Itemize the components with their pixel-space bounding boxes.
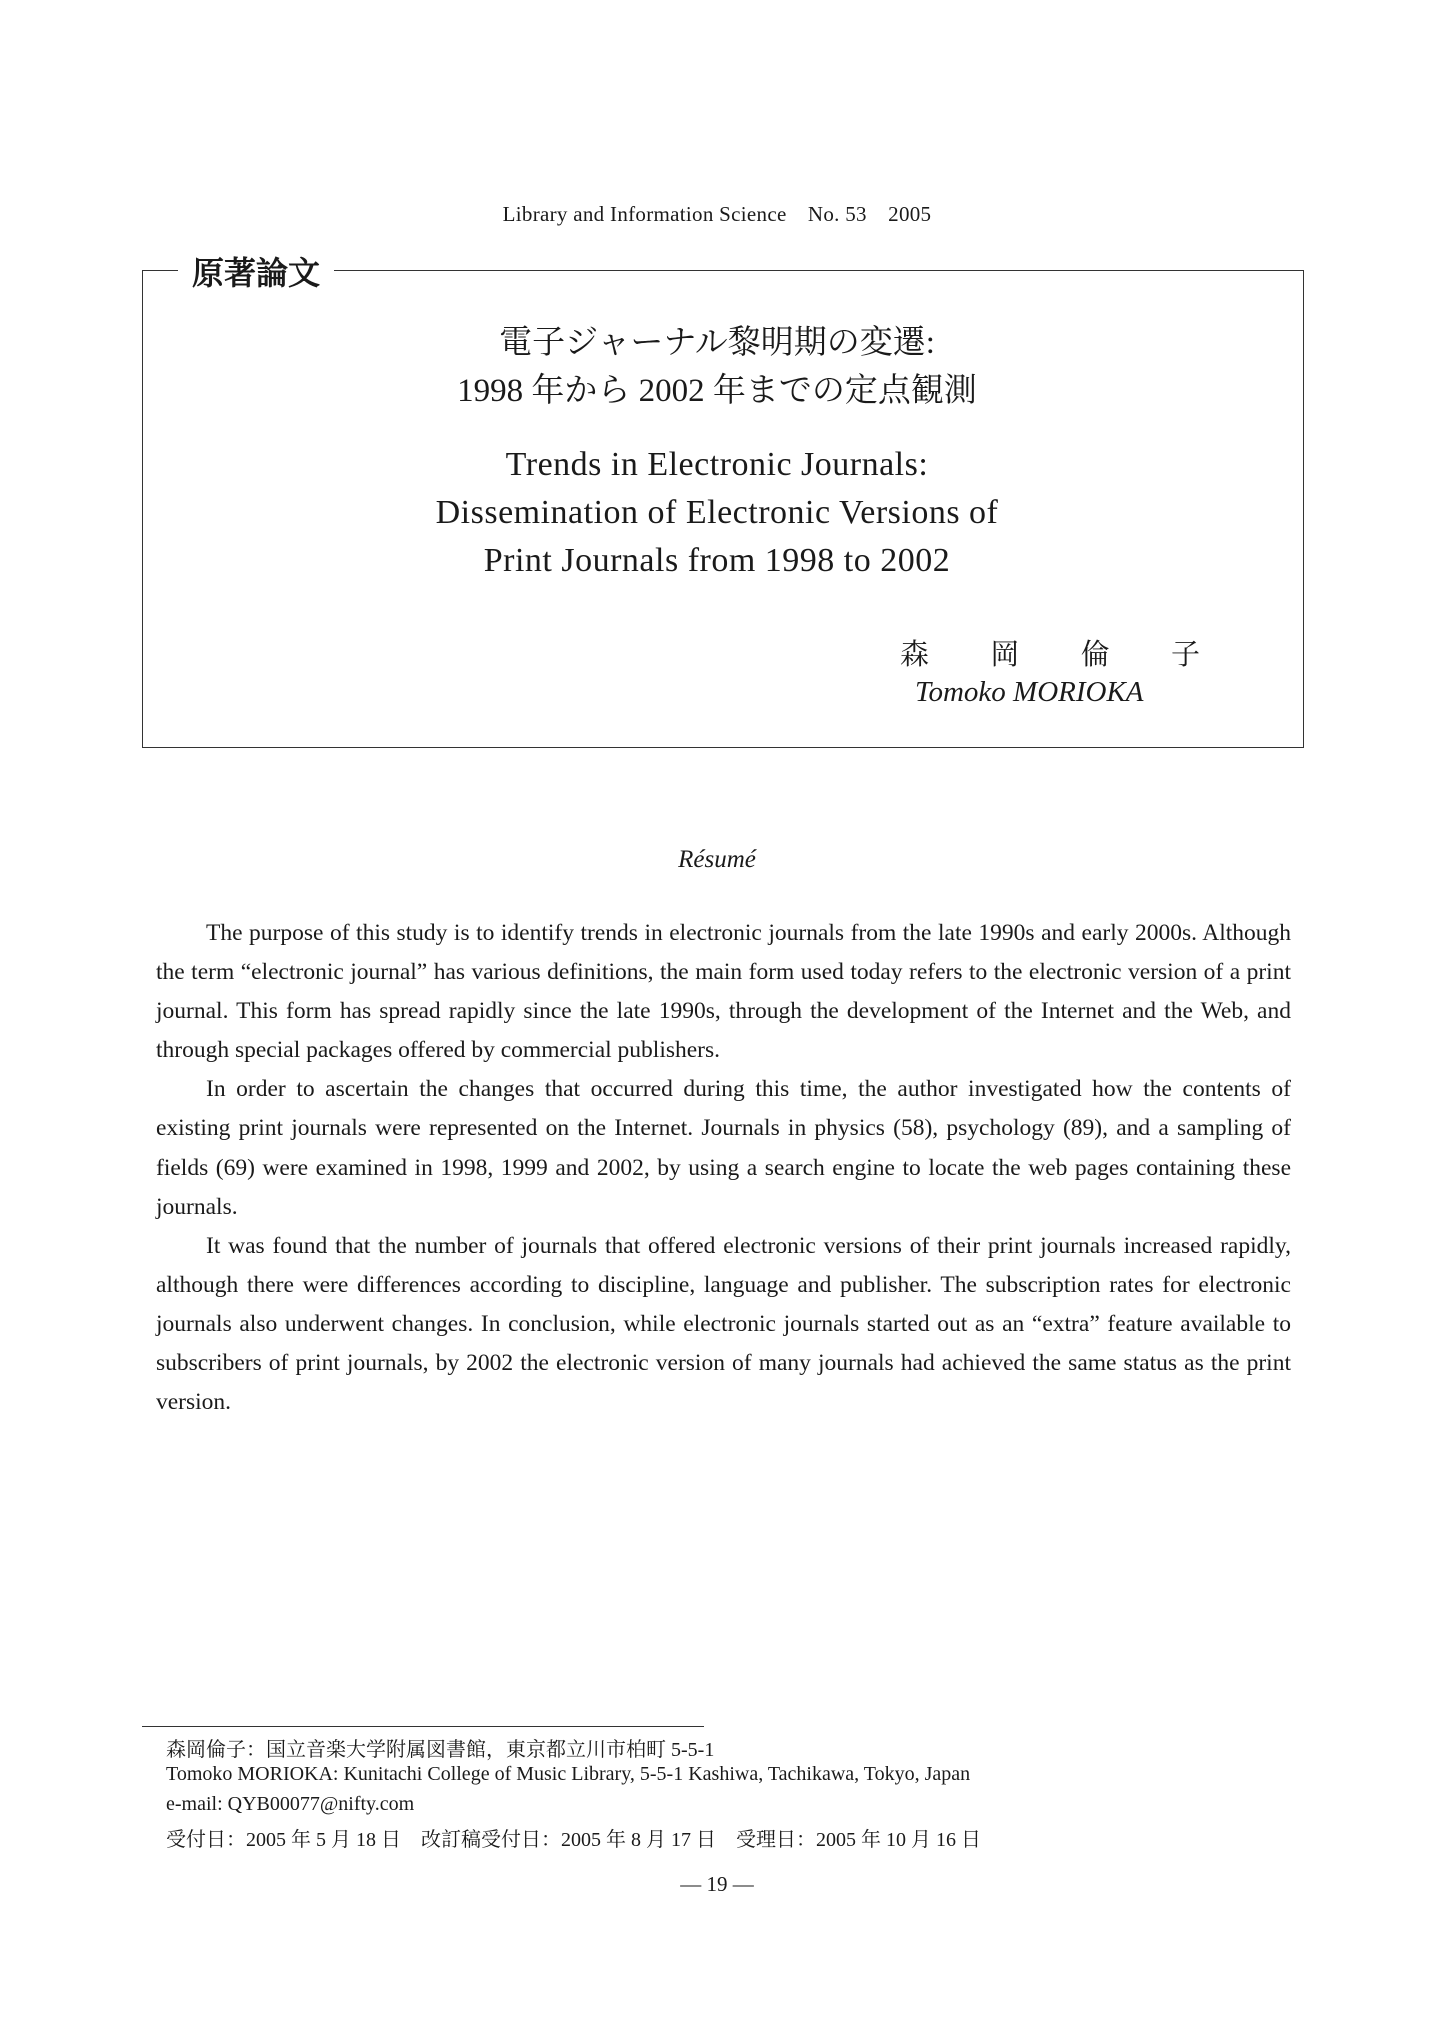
title-ja-line-1: 電子ジャーナル黎明期の変遷:: [499, 325, 935, 361]
resume-heading: Résumé: [678, 846, 756, 873]
footnote-divider: [142, 1726, 704, 1727]
page-number: — 19 —: [680, 1872, 754, 1896]
author-ja-char: 子: [1170, 639, 1200, 671]
footnote-affiliation-en: Tomoko MORIOKA: Kunitachi College of Music Library, 5-5-1 Kashiwa, Tachikawa, Tokyo, Japan: [166, 1763, 971, 1785]
title-ja-line-2: 1998 年から 2002 年までの定点観測: [457, 373, 977, 409]
author-ja-char: 森: [900, 639, 930, 671]
author-name-en: Tomoko MORIOKA: [915, 676, 1144, 708]
resume-paragraph: The purpose of this study is to identify trends in electronic journals from the late 1990s and early 2000s. Although the term “electronic journal” has various definitions, the main form used today refers to the electronic version of a print journal. This form has spread rapidly since the late 1990s, through the development of the Internet and the Web, and through special packages offered by commercial publishers.: [156, 920, 1291, 1064]
article-type-label: 原著論文: [178, 248, 334, 294]
resume-paragraph: It was found that the number of journals that offered electronic versions of their print journals increased rapidly, although there were differences according to discipline, language and publisher. The subscription rates for electronic journals also underwent changes. In conclusion, while electronic journals started out as an “extra” feature available to subscribers of print journals, by 2002 the electronic version of many journals had achieved the same status as the print version.: [156, 1232, 1291, 1416]
author-ja-char: 倫: [1080, 639, 1110, 671]
footnote-affiliation-ja: 森岡倫子：国立音楽大学附属図書館，東京都立川市柏町 5-5-1: [166, 1739, 715, 1761]
footnote-email: e-mail: QYB00077@nifty.com: [166, 1793, 415, 1815]
journal-header: Library and Information Science No. 53 2005: [502, 202, 932, 226]
resume-paragraph: In order to ascertain the changes that occurred during this time, the author investigated how the contents of existing print journals were represented on the Internet. Journals in physics (58), psychology (89), and a sampling of fields (69) were examined in 1998, 1999 and 2002, by using a search engine to locate the web pages containing these journals.: [156, 1076, 1291, 1220]
title-en-line-1: Trends in Electronic Journals:: [505, 446, 929, 483]
title-en-line-2: Dissemination of Electronic Versions of: [435, 494, 999, 531]
author-ja-char: 岡: [990, 639, 1020, 671]
title-en-line-3: Print Journals from 1998 to 2002: [483, 542, 951, 579]
footnote-dates: 受付日：2005 年 5 月 18 日 改訂稿受付日：2005 年 8 月 17 日 受理日：2005 年 10 月 16 日: [166, 1829, 981, 1851]
resume-body: [156, 914, 1291, 1422]
author-name-ja: [900, 632, 1200, 673]
